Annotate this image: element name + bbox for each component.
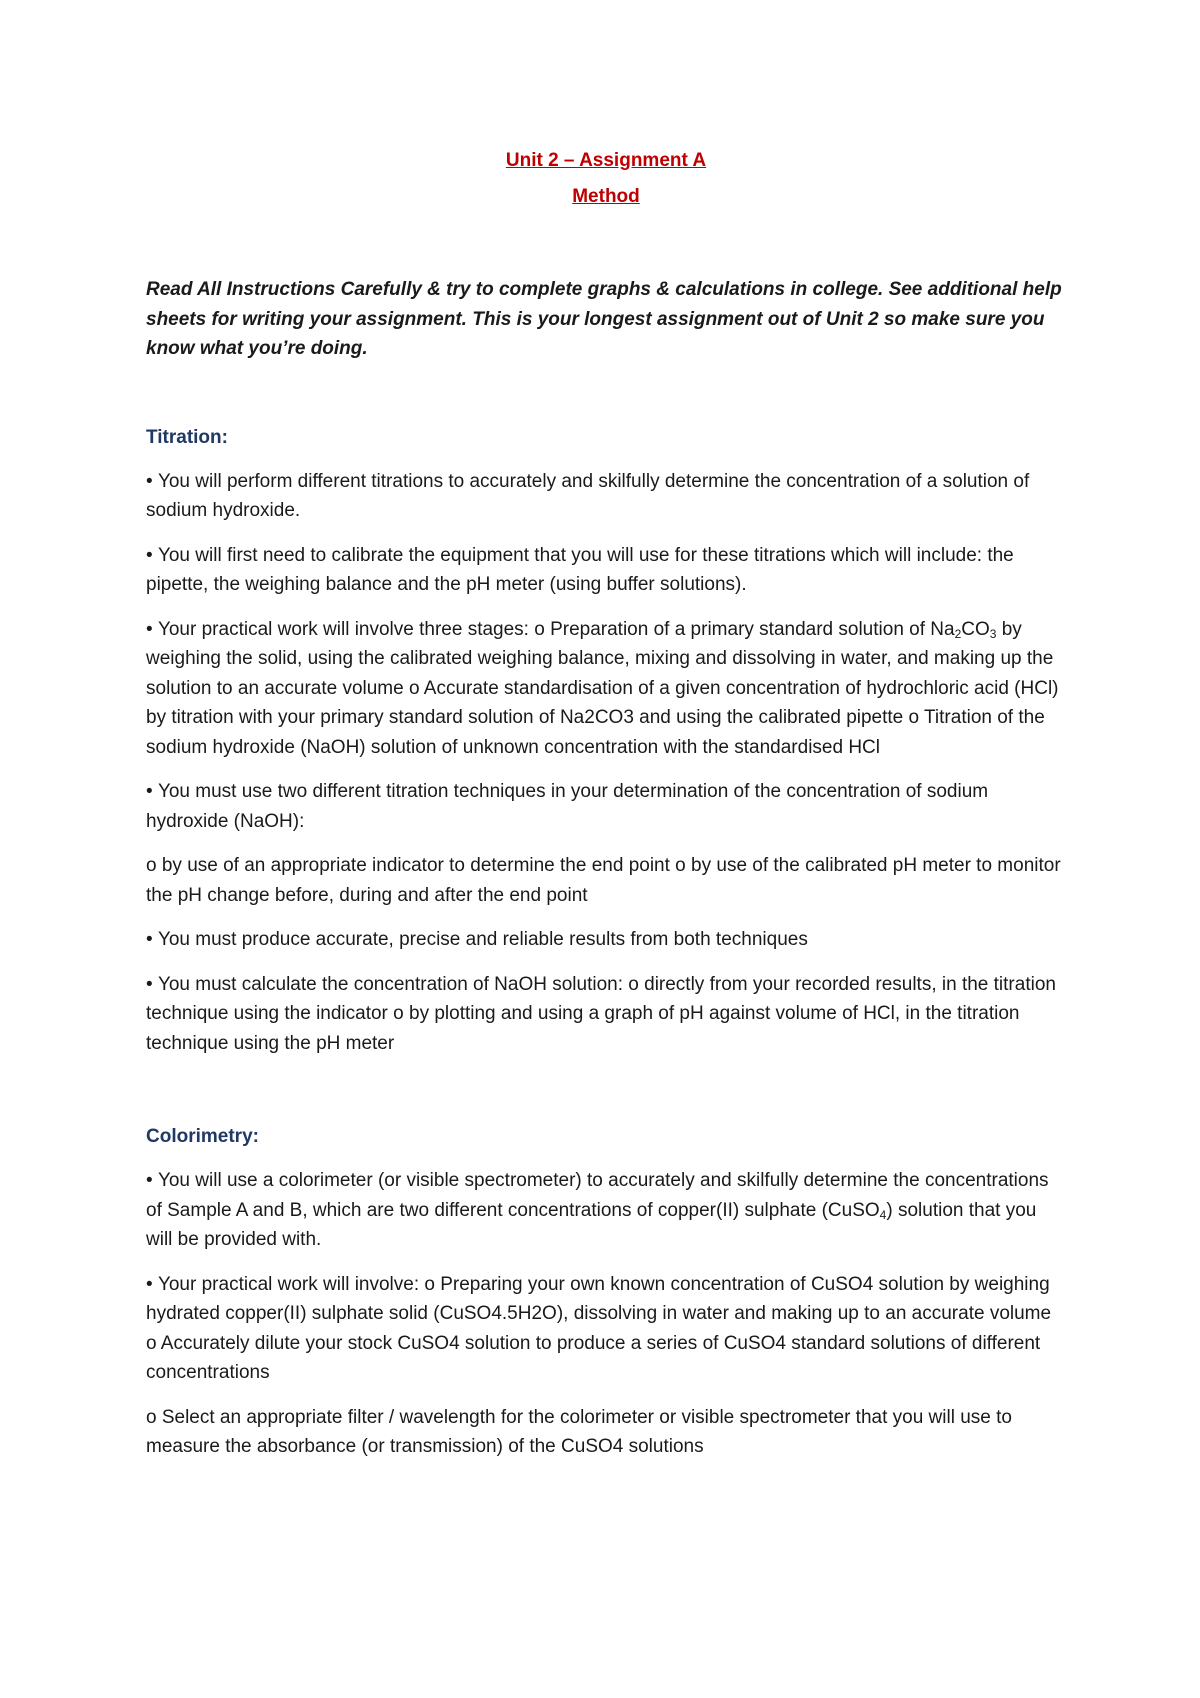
document-subtitle: Method xyxy=(572,186,640,207)
subscript-3: 3 xyxy=(989,626,997,641)
subscript-4: 4 xyxy=(879,1207,887,1222)
titration-point-2 xyxy=(146,541,1066,600)
titration-point-1 xyxy=(146,467,1066,526)
titration-point-5-text: You must produce accurate, precise and reliable results from both techniques xyxy=(157,929,808,950)
subscript-2: 2 xyxy=(954,626,962,641)
colorimetry-filter-step: o Select an appropriate filter / wavelength for the colorimeter or visible spectrometer that you will use to measure the absorbance (or transmission) of the CuSO4 solutions xyxy=(146,1406,1012,1457)
titration-point-4-text: You must use two different titration techniques in your determination of the concentration of sodium hydroxide (NaOH): xyxy=(146,781,989,832)
document-body xyxy=(146,146,1066,1462)
titration-point-1-text: You will perform different titrations to accurately and skilfully determine the concentration of a solution of sodium hydroxide. xyxy=(146,470,1030,521)
titration-techniques: o by use of an appropriate indicator to determine the end point o by use of the calibrated pH meter to monitor the pH change before, during and after the end point xyxy=(146,855,1061,906)
titration-point-2-text: You will first need to calibrate the equipment that you will use for these titrations which will include: the pipette, the weighing balance and the pH meter (using buffer solutions). xyxy=(146,544,1014,595)
colorimetry-point-2 xyxy=(146,1270,1066,1388)
colorimetry-point-2-text: Your practical work will involve: o Preparing your own known concentration of CuSO4 solution by weighing hydrated copper(II) sulphate solid (CuSO4.5H2O), dissolving in water and making up to an accurate volume o Accurately dilute your stock CuSO4 solution to produce a series of CuSO4 standard solutions of different concentrations xyxy=(146,1273,1052,1383)
colorimetry-point-1 xyxy=(146,1166,1066,1255)
titration-point-3-text-b: CO xyxy=(961,618,990,640)
titration-point-6-text: You must calculate the concentration of NaOH solution: o directly from your recorded results, in the titration technique using the indicator o by plotting and using a graph of pH against volume of HCl, in the titration technique using the pH meter xyxy=(146,973,1056,1054)
titration-point-3-text-c: by weighing the solid, using the calibrated weighing balance, mixing and dissolving in water, and making up the solution to an accurate volume o Accurate standardisation of a given concentration of hydrochloric acid (HCl) by titration with your primary standard solution of Na2CO3 and using the calibrated pipette o Titration of the sodium hydroxide (NaOH) solution of unknown concentration with the standardised HCl xyxy=(146,618,1059,758)
titration-point-3-text-a: Your practical work will involve three stages: o Preparation of a primary standard solution of Na xyxy=(157,618,955,640)
titration-heading: Titration: xyxy=(146,426,228,448)
colorimetry-point-1-text-a: You will use a colorimeter (or visible spectrometer) to accurately and skilfully determine the concentrations of Sample A and B, which are two different concentrations of copper(II) sulphate (CuSO xyxy=(146,1170,1049,1221)
titration-point-4 xyxy=(146,777,1066,836)
intro-instructions: Read All Instructions Carefully & try to complete graphs & calculations in college. See additional help sheets for writing your assignment. This is your longest assignment out of Unit 2 so make sure you know what you’re doing. xyxy=(146,279,1062,359)
titration-point-6 xyxy=(146,970,1066,1059)
colorimetry-heading: Colorimetry: xyxy=(146,1126,259,1147)
document-title: Unit 2 – Assignment A xyxy=(505,150,707,171)
titration-point-5 xyxy=(146,925,1066,955)
titration-point-3 xyxy=(146,615,1066,763)
colorimetry-point-1-text-b: ) solution that you will be provided with. xyxy=(146,1199,1037,1250)
